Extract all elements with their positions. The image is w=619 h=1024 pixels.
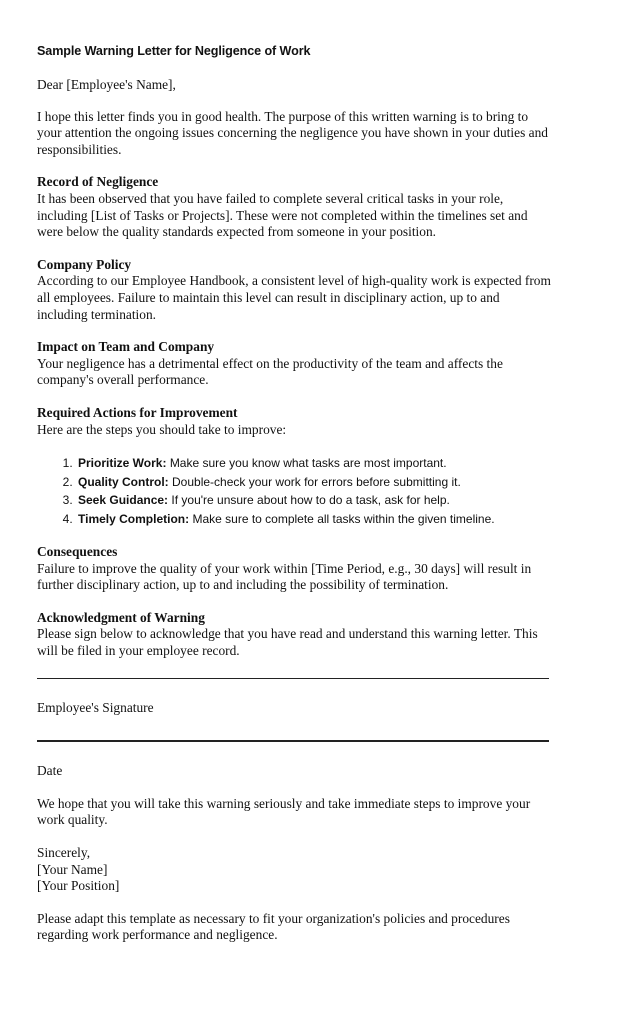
document-title: Sample Warning Letter for Negligence of Work <box>37 44 311 58</box>
step-text: Make sure you know what tasks are most important. <box>169 456 447 471</box>
step-name: Prioritize Work: <box>78 456 167 471</box>
footnote: Please adapt this template as necessary to fit your organization's policies and procedures regarding work performance and negligence. <box>37 910 510 943</box>
section-body: Your negligence has a detrimental effect on the productivity of the team and affects the company's overall performance. <box>37 355 503 388</box>
employee-signature-line[interactable] <box>37 678 549 679</box>
improvement-steps-list <box>37 454 552 528</box>
section-body: Failure to improve the quality of your work within [Time Period, e.g., 30 days] will result in further disciplinary action, up to and including the possibility of termination. <box>37 560 532 593</box>
step-name: Seek Guidance: <box>78 493 169 508</box>
date-block <box>37 740 552 780</box>
list-item <box>76 510 552 529</box>
list-item <box>76 454 552 473</box>
section-body: Here are the steps you should take to improve: <box>37 421 287 437</box>
section-heading: Impact on Team and Company <box>37 339 215 355</box>
list-item <box>76 491 552 510</box>
section-heading: Record of Negligence <box>37 174 159 190</box>
step-name: Timely Completion: <box>78 511 190 526</box>
section-heading: Acknowledgment of Warning <box>37 609 205 625</box>
date-label: Date <box>37 763 63 779</box>
list-item <box>76 473 552 492</box>
salutation: Dear [Employee's Name], <box>37 77 176 92</box>
section-heading: Consequences <box>37 544 118 560</box>
section-heading: Company Policy <box>37 256 132 272</box>
section-company-policy <box>37 257 552 323</box>
signoff-position: [Your Position] <box>37 878 120 894</box>
step-text: Double-check your work for errors before submitting it. <box>172 474 461 489</box>
section-impact <box>37 339 552 389</box>
employee-signature-block <box>37 678 552 717</box>
section-required-actions <box>37 405 552 528</box>
signoff-name: [Your Name] <box>37 861 108 877</box>
letter <box>37 43 552 944</box>
section-body: According to our Employee Handbook, a consistent level of high-quality work is expected from all employees. Failure to maintain this level can result in disciplinary action, up to and including termination. <box>37 273 551 322</box>
section-body: Please sign below to acknowledge that you have read and understand this warning letter. This will be filed in your employee record. <box>37 626 538 659</box>
step-name: Quality Control: <box>78 474 169 489</box>
employee-signature-label: Employee's Signature <box>37 699 154 715</box>
section-record-of-negligence <box>37 174 552 240</box>
signoff-block <box>37 845 552 895</box>
signoff-word: Sincerely, <box>37 845 91 861</box>
section-consequences <box>37 544 552 594</box>
section-heading: Required Actions for Improvement <box>37 404 238 420</box>
step-text: Make sure to complete all tasks within the given timeline. <box>192 511 495 526</box>
intro-paragraph: I hope this letter finds you in good health. The purpose of this written warning is to bring to your attention the ongoing issues concerning the negligence you have shown in your duties and responsibilities. <box>37 108 548 157</box>
step-text: If you're unsure about how to do a task, ask for help. <box>171 493 450 508</box>
section-body: It has been observed that you have failed to complete several critical tasks in your role, including [List of Tasks or Projects]. These were not completed within the timelines set and were below the quality standards expected from someone in your position. <box>37 190 528 240</box>
date-line[interactable] <box>37 740 549 742</box>
closing-paragraph: We hope that you will take this warning seriously and take immediate steps to improve your work quality. <box>37 795 531 828</box>
section-acknowledgment <box>37 610 552 660</box>
